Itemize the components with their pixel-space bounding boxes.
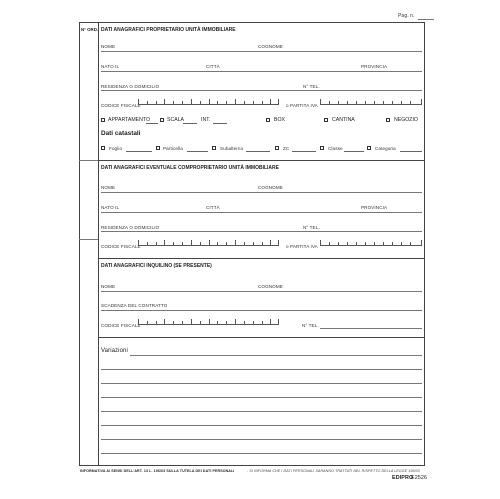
label-scala: SCALA bbox=[167, 117, 185, 123]
label-particella: Particella bbox=[163, 146, 183, 151]
label-partita-iva-2: o PARTITA IVA bbox=[286, 244, 318, 249]
section-divider-1 bbox=[98, 160, 425, 161]
variazioni-line-1[interactable] bbox=[130, 355, 422, 356]
field-nome-line-3[interactable] bbox=[101, 291, 422, 292]
label-box: BOX bbox=[274, 117, 285, 123]
brand-logo: EDIPRO bbox=[392, 475, 414, 481]
field-scadenza-line[interactable] bbox=[101, 310, 422, 311]
label-codice-fiscale-3: CODICE FISCALE bbox=[101, 323, 141, 328]
field-nascita-line[interactable] bbox=[101, 71, 422, 72]
checkbox-scala[interactable] bbox=[160, 118, 164, 122]
checkbox-categoria[interactable] bbox=[367, 146, 371, 150]
field-residenza-line-2[interactable] bbox=[101, 231, 422, 232]
page-number-field[interactable] bbox=[418, 19, 434, 20]
field-residenza-line[interactable] bbox=[101, 90, 422, 91]
ord-column-label: N° ORD. bbox=[81, 27, 99, 32]
field-scala-line[interactable] bbox=[183, 123, 197, 124]
variazioni-line-4[interactable] bbox=[101, 397, 422, 398]
checkbox-appartamento[interactable] bbox=[101, 118, 105, 122]
label-residenza-2: RESIDENZA O DOMICILIO bbox=[101, 225, 160, 230]
section-title-proprietario: DATI ANAGRAFICI PROPRIETARIO UNITÀ IMMOBILIARE bbox=[101, 27, 236, 33]
checkbox-foglio[interactable] bbox=[101, 146, 105, 150]
field-codice-fiscale-2[interactable] bbox=[138, 241, 279, 246]
label-tel-2: N° TEL. bbox=[303, 225, 320, 230]
label-zc: ZC bbox=[283, 146, 290, 151]
field-partita-iva-2[interactable] bbox=[320, 241, 422, 246]
label-citta-2: CITTÀ bbox=[206, 205, 220, 210]
variazioni-line-6[interactable] bbox=[101, 425, 422, 426]
label-cantina: CANTINA bbox=[332, 117, 355, 123]
label-negozio: NEGOZIO bbox=[394, 117, 418, 123]
field-categoria-line[interactable] bbox=[400, 151, 422, 152]
section-title-catastali: Dati catastali bbox=[101, 130, 141, 137]
label-tel-3: N° TEL. bbox=[302, 323, 319, 328]
variazioni-line-2[interactable] bbox=[101, 369, 422, 370]
ord-divider-2 bbox=[79, 239, 98, 240]
label-variazioni: Variazioni bbox=[101, 348, 128, 354]
field-classe-line[interactable] bbox=[344, 151, 364, 152]
footer-privacy-bold: INFORMATIVA AI SENSI DELL'ART. 13 L. 196/03 SULLA TUTELA DEI DATI PERSONALI bbox=[80, 469, 235, 473]
label-scadenza: SCADENZA DEL CONTRATTO bbox=[101, 303, 168, 308]
label-classe: Classe bbox=[328, 146, 343, 151]
label-citta: CITTÀ bbox=[206, 64, 220, 69]
section-title-comproprietario: DATI ANAGRAFICI EVENTUALE COMPROPRIETARIO UNITÀ IMMOBILIARE bbox=[101, 165, 279, 171]
label-codice-fiscale-2: CODICE FISCALE bbox=[101, 244, 141, 249]
page-number-label: Pag. n. bbox=[398, 13, 415, 19]
field-codice-fiscale[interactable] bbox=[138, 100, 279, 105]
field-foglio-line[interactable] bbox=[126, 151, 152, 152]
checkbox-negozio[interactable] bbox=[386, 118, 390, 122]
footer-privacy-text: - SI INFORMA CHE I DATI PERSONALI SARANNO TRATTATI NEL RISPETTO DELLA LEGGE 196/03 bbox=[247, 469, 420, 473]
variazioni-line-5[interactable] bbox=[101, 411, 422, 412]
section-title-inquilino: DATI ANAGRAFICI INQUILINO (SE PRESENTE) bbox=[101, 263, 212, 269]
label-cognome: COGNOME bbox=[258, 44, 283, 49]
checkbox-box[interactable] bbox=[266, 118, 270, 122]
field-partita-iva[interactable] bbox=[320, 100, 422, 105]
label-partita-iva: o PARTITA IVA bbox=[286, 103, 318, 108]
field-appartamento-line[interactable] bbox=[146, 123, 158, 124]
label-nato-il: NATO IL bbox=[101, 64, 120, 69]
label-cognome-2: COGNOME bbox=[258, 185, 283, 190]
checkbox-classe[interactable] bbox=[320, 146, 324, 150]
label-nato-il-2: NATO IL bbox=[101, 205, 120, 210]
label-codice-fiscale: CODICE FISCALE bbox=[101, 103, 141, 108]
field-zc-line[interactable] bbox=[292, 151, 316, 152]
label-int: INT. bbox=[201, 117, 211, 123]
variazioni-line-7[interactable] bbox=[101, 439, 422, 440]
ord-divider-1 bbox=[79, 160, 98, 161]
label-subalterno: Subalterno bbox=[220, 146, 244, 151]
field-nome-line[interactable] bbox=[101, 51, 422, 52]
section-divider-3 bbox=[98, 337, 425, 338]
ord-column-divider bbox=[98, 22, 99, 466]
label-tel: N° TEL. bbox=[303, 84, 320, 89]
label-nome: NOME bbox=[101, 44, 116, 49]
label-provincia: PROVINCIA bbox=[361, 64, 388, 69]
checkbox-subalterno[interactable] bbox=[212, 146, 216, 150]
checkbox-cantina[interactable] bbox=[324, 118, 328, 122]
field-particella-line[interactable] bbox=[187, 151, 208, 152]
variazioni-line-8[interactable] bbox=[101, 453, 422, 454]
field-codice-fiscale-3[interactable] bbox=[138, 320, 279, 325]
field-subalterno-line[interactable] bbox=[246, 151, 270, 152]
field-int-line[interactable] bbox=[213, 123, 227, 124]
checkbox-particella[interactable] bbox=[156, 146, 160, 150]
label-appartamento: APPARTAMENTO bbox=[108, 117, 150, 123]
label-categoria: Categoria bbox=[375, 146, 396, 151]
label-provincia-2: PROVINCIA bbox=[361, 205, 388, 210]
field-nome-line-2[interactable] bbox=[101, 192, 422, 193]
label-residenza: RESIDENZA O DOMICILIO bbox=[101, 84, 160, 89]
label-nome-2: NOME bbox=[101, 185, 116, 190]
form-code: E2526 bbox=[411, 475, 428, 481]
field-tel-line-3[interactable] bbox=[320, 328, 422, 329]
label-cognome-3: COGNOME bbox=[258, 284, 283, 289]
checkbox-zc[interactable] bbox=[275, 146, 279, 150]
section-divider-2 bbox=[98, 258, 425, 259]
label-foglio: Foglio bbox=[109, 146, 123, 151]
variazioni-line-3[interactable] bbox=[101, 383, 422, 384]
field-nascita-line-2[interactable] bbox=[101, 212, 422, 213]
label-nome-3: NOME bbox=[101, 284, 116, 289]
